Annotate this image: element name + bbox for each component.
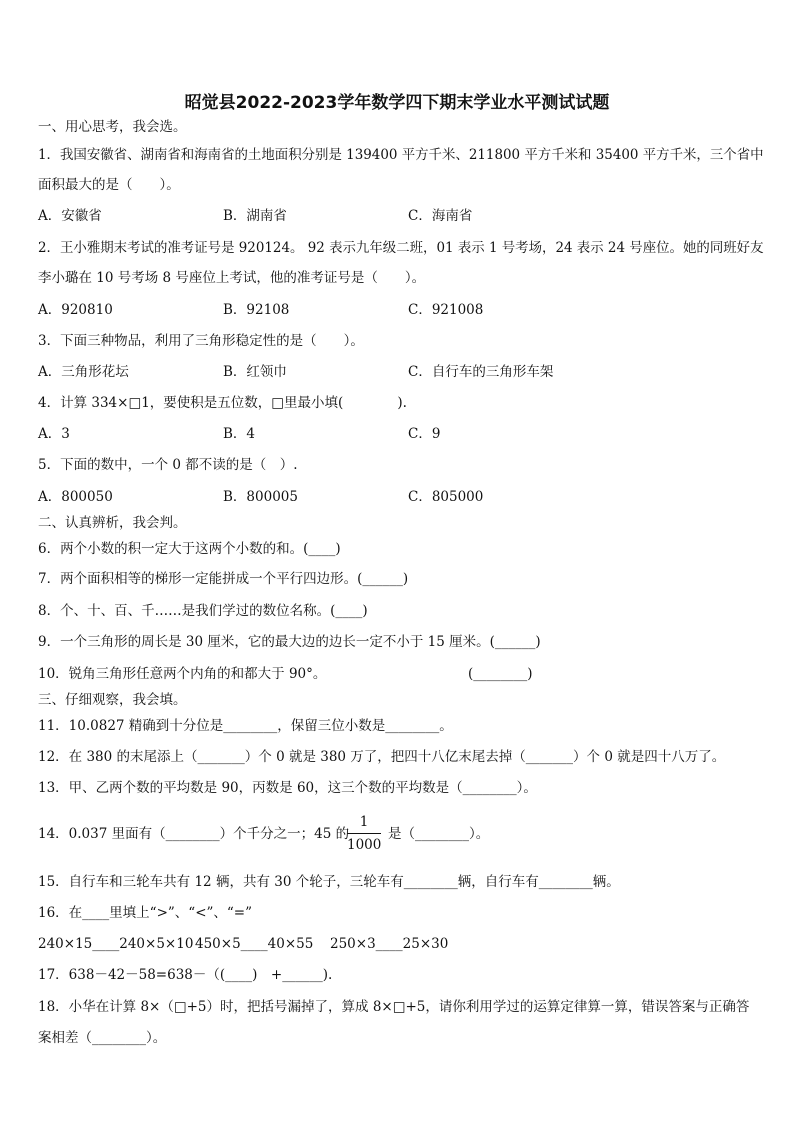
option-a[interactable]: A．920810: [38, 302, 113, 318]
option-c[interactable]: C．921008: [408, 302, 484, 318]
question-4-line-1: 4．计算 334×□1，要使积是五位数，□里最小填( ).: [38, 395, 407, 411]
question-11: 11．10.0827 精确到十分位是________，保留三位小数是________。: [38, 718, 453, 734]
question-5-line-1: 5．下面的数中，一个 0 都不读的是（ ）.: [38, 457, 298, 473]
option-b[interactable]: B．红领巾: [223, 364, 287, 380]
section-heading-choice: 一、用心思考，我会选。: [38, 119, 187, 135]
question-2-line-2: 李小璐在 10 号考场 8 号座位上考试，他的准考证号是（ ）。: [38, 270, 426, 286]
option-c[interactable]: C．自行车的三角形车架: [408, 364, 554, 380]
option-c[interactable]: C．805000: [408, 489, 484, 505]
question-6: 6．两个小数的积一定大于这两个小数的和。(____): [38, 541, 341, 557]
page-title: 昭觉县2022-2023学年数学四下期末学业水平测试试题: [184, 93, 610, 113]
compare-item-2[interactable]: 450×5____40×55: [195, 936, 314, 952]
question-10: 10．锐角三角形任意两个内角的和都大于 90°。: [38, 666, 327, 682]
option-c[interactable]: C．海南省: [408, 208, 473, 224]
option-b[interactable]: B．4: [223, 426, 256, 442]
question-3-line-1: 3．下面三种物品，利用了三角形稳定性的是（ ）。: [38, 333, 364, 349]
question-7: 7．两个面积相等的梯形一定能拼成一个平行四边形。(______): [38, 571, 409, 587]
fraction-denominator: 1000: [347, 837, 382, 853]
option-b[interactable]: B．92108: [223, 302, 290, 318]
section-heading-judge: 二、认真辨析，我会判。: [38, 515, 187, 531]
option-a[interactable]: A．三角形花坛: [38, 364, 129, 380]
option-a[interactable]: A．800050: [38, 489, 113, 505]
question-14-left: 14．0.037 里面有（________）个千分之一；45 的: [38, 826, 350, 842]
question-2-line-1: 2．王小雅期末考试的准考证号是 920124。 92 表示九年级二班，01 表示 1 号考场，24 表示 24 号座位。她的同班好友: [38, 240, 764, 256]
option-c[interactable]: C．9: [408, 426, 441, 442]
question-17: 17．638－42－58=638－（(____) +______).: [38, 967, 333, 983]
question-1-line-2: 面积最大的是（ ）。: [38, 177, 180, 193]
option-a[interactable]: A．安徽省: [38, 208, 102, 224]
option-b[interactable]: B．湖南省: [223, 208, 287, 224]
fraction-numerator: 1: [359, 814, 369, 830]
compare-item-1[interactable]: 240×15____240×5×10: [38, 936, 194, 952]
option-a[interactable]: A．3: [38, 426, 70, 442]
question-13: 13．甲、乙两个数的平均数是 90，丙数是 60，这三个数的平均数是（________）。: [38, 780, 537, 796]
question-18-line-2: 案相差（________）。: [38, 1030, 167, 1046]
question-18-line-1: 18．小华在计算 8×（□+5）时，把括号漏掉了，算成 8×□+5，请你利用学过的运算定律算一算，错误答案与正确答: [38, 999, 750, 1015]
compare-item-3[interactable]: 250×3____25×30: [330, 936, 449, 952]
fraction-bar: [347, 833, 381, 834]
question-1-line-1: 1．我国安徽省、湖南省和海南省的土地面积分别是 139400 平方千米、211800 平方千米和 35400 平方千米，三个省中: [38, 147, 764, 163]
question-14-right: 是（________）。: [388, 826, 490, 842]
question-9: 9．一个三角形的周长是 30 厘米，它的最大边的边长一定不小于 15 厘米。(______): [38, 634, 541, 650]
question-16-line-1: 16．在____里填上“>”、“<”、“=”: [38, 905, 253, 921]
section-heading-fill: 三、仔细观察，我会填。: [38, 692, 187, 708]
option-b[interactable]: B．800005: [223, 489, 298, 505]
fraction: [347, 813, 381, 854]
question-15: 15．自行车和三轮车共有 12 辆，共有 30 个轮子，三轮车有________辆，自行车有________辆。: [38, 874, 620, 890]
question-8: 8．个、十、百、千……是我们学过的数位名称。(____): [38, 603, 368, 619]
question-12: 12．在 380 的末尾添上（_______）个 0 就是 380 万了，把四十八亿末尾去掉（_______）个 0 就是四十八万了。: [38, 749, 726, 765]
question-10-blank[interactable]: (________): [468, 666, 533, 682]
